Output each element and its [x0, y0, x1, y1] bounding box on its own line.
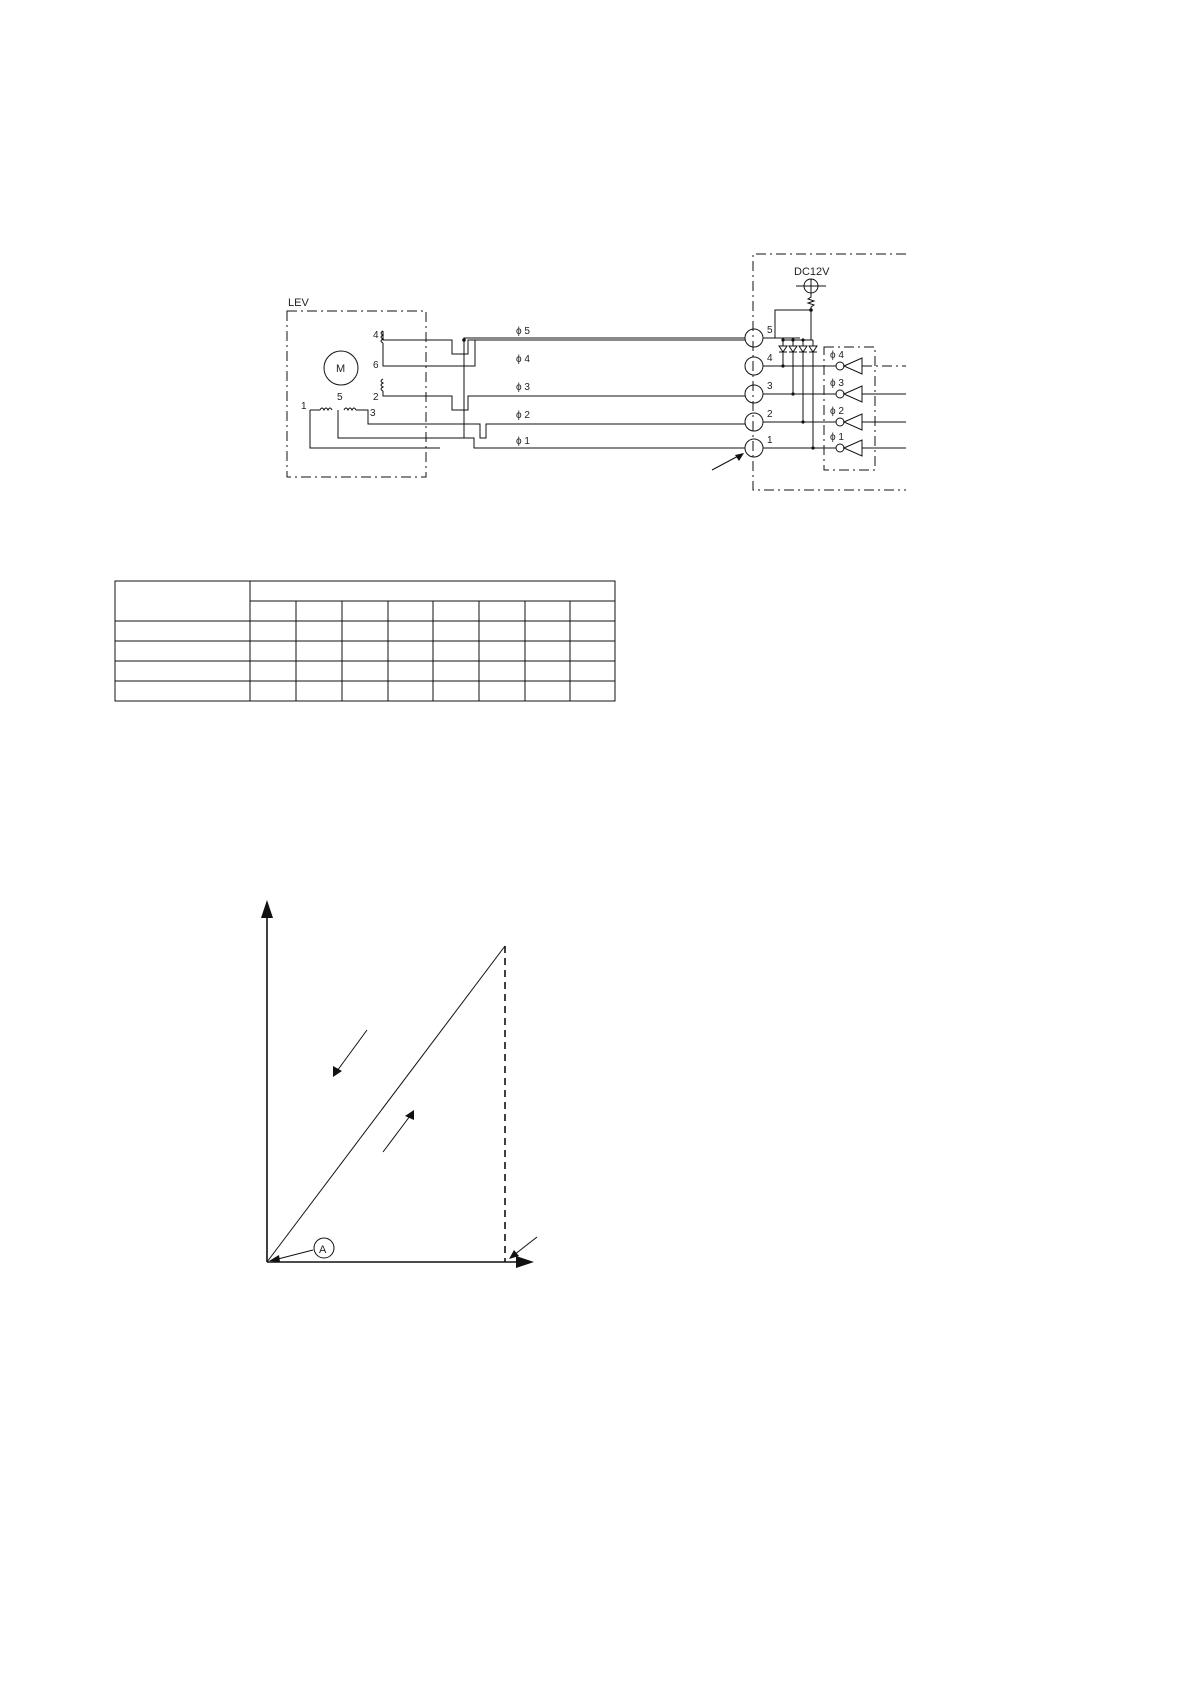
motor-label: M [336, 363, 346, 375]
opening-line [267, 946, 505, 1262]
connector-pin-2 [745, 413, 763, 431]
connector-pin-4 [745, 357, 763, 375]
lev-terminal-5: 5 [337, 392, 343, 403]
coil-lower [381, 379, 383, 391]
winding-wire-6 [383, 343, 440, 366]
driver-label-4: ϕ 4 [830, 350, 844, 361]
coil-left [320, 408, 332, 410]
diode-1 [779, 340, 787, 366]
close-direction-arrow [337, 1030, 367, 1071]
phase-label-1: ϕ 1 [516, 436, 530, 447]
diode-3 [799, 340, 807, 422]
drive-node-4 [781, 364, 784, 367]
lev-terminal-2: 2 [373, 392, 379, 403]
phase-label-4: ϕ 4 [516, 354, 530, 365]
diode-node-1 [781, 338, 784, 341]
inverter-triangle-1 [844, 440, 862, 456]
marker-a-label: A [319, 1244, 327, 1256]
pin-number-5: 5 [767, 325, 773, 336]
opening-graph [261, 900, 537, 1268]
drive-node-3 [791, 392, 794, 395]
driver-phi3 [830, 378, 906, 402]
lev-box [287, 311, 426, 477]
diode-array [779, 338, 817, 448]
cross-line-6 [440, 340, 475, 366]
marker-a-pointer-head [269, 1255, 280, 1262]
cross-line-phi2 [440, 424, 745, 438]
lev-terminal-1: 1 [301, 401, 307, 412]
driver-phi4 [830, 350, 906, 374]
open-direction-arrow [383, 1116, 410, 1152]
max-point-pointer [514, 1237, 537, 1255]
controller-box [753, 254, 906, 490]
excitation-table [115, 581, 615, 701]
phase-label-2: ϕ 2 [516, 410, 530, 421]
marker-a-pointer [274, 1250, 313, 1260]
drive-node-1 [811, 446, 814, 449]
phase-label-3: ϕ 3 [516, 382, 530, 393]
cross-line-phi3 [440, 396, 745, 410]
diode-node-3 [801, 338, 804, 341]
pin1-pointer-head [735, 453, 744, 461]
phase-label-5: ϕ 5 [516, 326, 530, 337]
cross-line-phi4 [440, 340, 745, 354]
supply-label: DC12V [794, 266, 830, 278]
open-direction-arrowhead [405, 1110, 414, 1120]
lev-terminal-4: 4 [373, 330, 379, 341]
lev-circuit-diagram [287, 254, 906, 490]
lev-terminal-3: 3 [370, 408, 376, 419]
pin-number-2: 2 [767, 409, 773, 420]
pin-number-3: 3 [767, 381, 773, 392]
drive-node-2 [801, 420, 804, 423]
driver-phi2 [830, 406, 906, 430]
coil-right [344, 408, 356, 410]
driver-label-3: ϕ 3 [830, 378, 844, 389]
connector-pin-5 [745, 329, 763, 347]
connector-pin-1 [745, 439, 763, 457]
winding-wire-2 [383, 391, 440, 396]
lev-terminal-6: 6 [373, 360, 379, 371]
lev-label: LEV [288, 297, 309, 309]
cross-line-phi1 [440, 438, 745, 448]
pin-number-1: 1 [767, 435, 773, 446]
close-direction-arrowhead [333, 1066, 342, 1077]
driver-label-1: ϕ 1 [830, 432, 844, 443]
inverter-triangle-4 [844, 358, 862, 374]
inverter-triangle-2 [844, 414, 862, 430]
driver-label-2: ϕ 2 [830, 406, 844, 417]
y-axis-arrowhead [261, 900, 273, 918]
x-axis-arrowhead [516, 1256, 534, 1268]
diode-2 [789, 340, 797, 394]
connector-pin-3 [745, 385, 763, 403]
winding-wire-4 [383, 331, 440, 340]
diode-node-2 [791, 338, 794, 341]
inverter-triangle-3 [844, 386, 862, 402]
driver-phi1 [830, 432, 906, 456]
pin-number-4: 4 [767, 353, 773, 364]
supply-resistor [808, 293, 814, 310]
